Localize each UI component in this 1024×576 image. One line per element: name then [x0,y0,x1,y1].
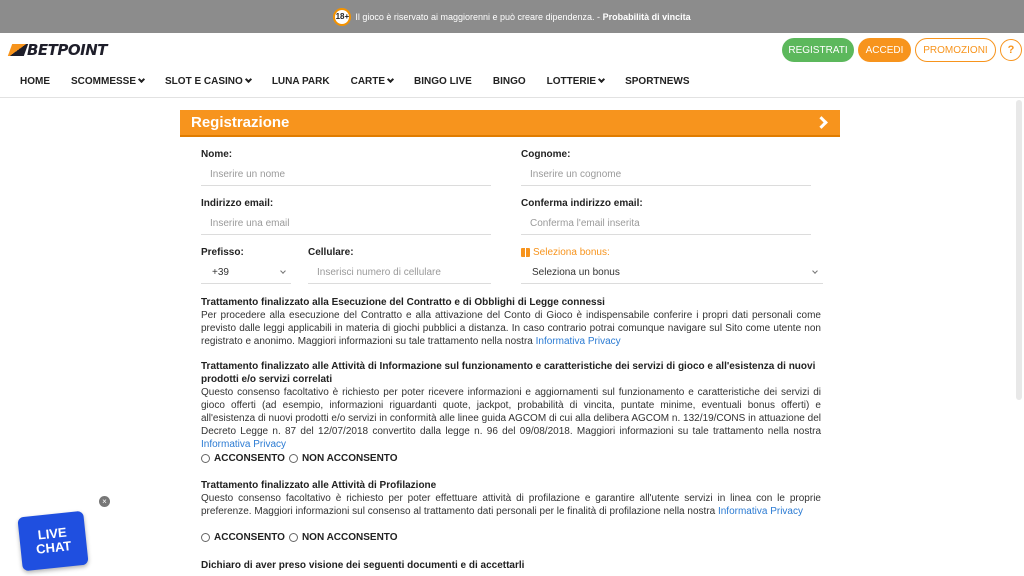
chevron-down-icon [812,268,818,274]
live-chat-close-icon[interactable]: × [99,496,110,507]
nav-item-carte[interactable] [351,76,393,87]
chevron-down-icon [387,76,394,83]
consent-contract-title: Trattamento finalizzato alla Esecuzione del Contratto e di Obblighi di Legge connessi [201,297,605,308]
live-chat-button[interactable] [17,511,88,572]
accept-label: ACCONSENTO [214,453,285,464]
registration-title: Registrazione [191,114,290,131]
consent-information-text [201,386,821,451]
page-scrollbar[interactable] [1016,100,1022,400]
consent-information-accept[interactable] [201,453,285,464]
nav-label: LUNA PARK [271,75,330,87]
register-button[interactable]: REGISTRATI [782,38,854,62]
logo-text: BETPOINT [27,41,108,59]
cognome-input[interactable] [521,164,811,186]
nav-label: BINGO LIVE [414,75,472,87]
decline-label: NON ACCONSENTO [301,532,398,543]
bonus-value: Seleziona un bonus [532,267,620,278]
promotions-button[interactable]: PROMOZIONI [915,38,996,62]
site-header [0,33,1024,66]
logo-mark-icon [8,44,28,56]
accept-label: ACCONSENTO [214,532,285,543]
chevron-down-icon [598,76,605,83]
bonus-label [521,247,610,258]
nav-item-bingo-live[interactable] [414,76,472,87]
nome-label: Nome: [201,149,233,160]
nav-label: SLOT E CASINO [165,75,243,87]
login-button[interactable]: ACCEDI [858,38,911,62]
nav-item-sportnews[interactable] [625,76,689,87]
privacy-link[interactable]: Informativa Privacy [201,439,287,450]
nav-item-luna-park[interactable] [272,76,330,87]
prefix-select[interactable] [201,262,291,284]
consent-profiling-body: Questo consenso facoltativo è richiesto per poter effettuare attività di profilazione e garantire all'utente servizi in linea con le proprie preferenze. Maggiori informazioni sul consenso al trattamento dati personali per le finalità di profilazione nella nostra [201,493,821,517]
consent-information-decline[interactable] [289,453,398,464]
decline-label: NON ACCONSENTO [301,453,398,464]
nav-item-bingo[interactable] [493,76,526,87]
bonus-label-text: Seleziona bonus: [533,247,610,258]
registration-header [180,110,840,137]
prefix-label: Prefisso: [201,247,244,258]
nav-label: BINGO [492,75,526,87]
privacy-link[interactable]: Informativa Privacy [535,336,621,347]
age-warning-text [355,12,690,22]
consent-profiling-decline[interactable] [289,532,398,543]
documents-declaration-title: Dichiaro di aver preso visione dei seguenti documenti e di accettarli [201,560,525,571]
confirm-email-input[interactable] [521,213,811,235]
nav-label: CARTE [350,75,386,87]
radio-icon [289,454,298,463]
confirm-email-label: Conferma indirizzo email: [521,198,643,209]
radio-icon [201,454,210,463]
gift-icon [521,248,530,257]
help-button[interactable]: ? [1000,39,1022,61]
chevron-down-icon [138,76,145,83]
mobile-input[interactable] [308,262,491,284]
radio-icon [289,533,298,542]
email-input[interactable] [201,213,491,235]
nav-item-scommesse[interactable] [71,76,144,87]
live-chat-label-line2: CHAT [35,538,72,557]
consent-information-body: Questo consenso facoltativo è richiesto per poter ricevere informazioni e aggiornamenti sul funzionamento e caratteristiche dei servizi di gioco offerti (ad esempio, informazioni riguardanti quote, jackpot, probabilità di vincita, puntate minime, eventuali bonus offerti) e all'esistenza di nuovi prodotti e/o servizi in conformità alle linee guida AGCOM di cui alla delibera AGCOM n. 132/19/CONS in attuazione del Decreto Legge n. 87 del 12/07/2018 convertito dalla legge n. 96 del 09/08/2018. Maggiori informazioni su tale trattamento nella nostra [201,387,821,437]
age-warning-banner [0,0,1024,33]
chevron-down-icon [280,268,286,274]
chevron-right-icon[interactable] [815,116,828,129]
chevron-down-icon [245,76,252,83]
consent-contract-text [201,309,821,348]
consent-profiling-accept[interactable] [201,532,285,543]
privacy-link[interactable]: Informativa Privacy [717,506,803,517]
nav-label: HOME [20,75,50,87]
winning-probability-link[interactable]: Probabilità di vincita [602,11,691,22]
consent-information-title: Trattamento finalizzato alle Attività di Informazione sul funzionamento e caratteristiche dei servizi di gioco e all'esistenza di nuovi prodotti e/o servizi correlati [201,361,816,385]
consent-profiling-text [201,492,821,518]
nav-label: SPORTNEWS [625,75,690,87]
consent-information-options [201,453,402,464]
nav-label: LOTTERIE [546,75,597,87]
mobile-label: Cellulare: [308,247,354,258]
nav-label: SCOMMESSE [71,75,137,87]
age-warning-message: Il gioco è riservato ai maggiorenni e può creare dipendenza. - [355,11,603,22]
live-chat-label-line1: LIVE [37,524,68,543]
age-18-badge: 18+ [333,8,351,26]
radio-icon [201,533,210,542]
consent-profiling-title: Trattamento finalizzato alle Attività di Profilazione [201,480,437,491]
main-nav [20,72,711,90]
nav-item-lotterie[interactable] [547,76,604,87]
prefix-value: +39 [212,267,229,278]
nav-item-slot-casino[interactable] [165,76,251,87]
consent-profiling-options [201,532,402,543]
bonus-select[interactable] [521,262,823,284]
nav-item-home[interactable] [20,76,50,87]
nome-input[interactable] [201,164,491,186]
cognome-label: Cognome: [521,149,571,160]
consent-contract-body: Per procedere alla esecuzione del Contratto e alla attivazione del Conto di Gioco è indispensabile conferire i propri dati personali come previsto dalle leggi applicabili in materia di giochi pubblici a distanza. In caso contrario potrai comunque navigare sul Sito come utente non registrato e anonimo. Maggiori informazioni su tale trattamento nella nostra [201,310,821,347]
email-label: Indirizzo email: [201,198,274,209]
betpoint-logo[interactable] [10,41,107,59]
